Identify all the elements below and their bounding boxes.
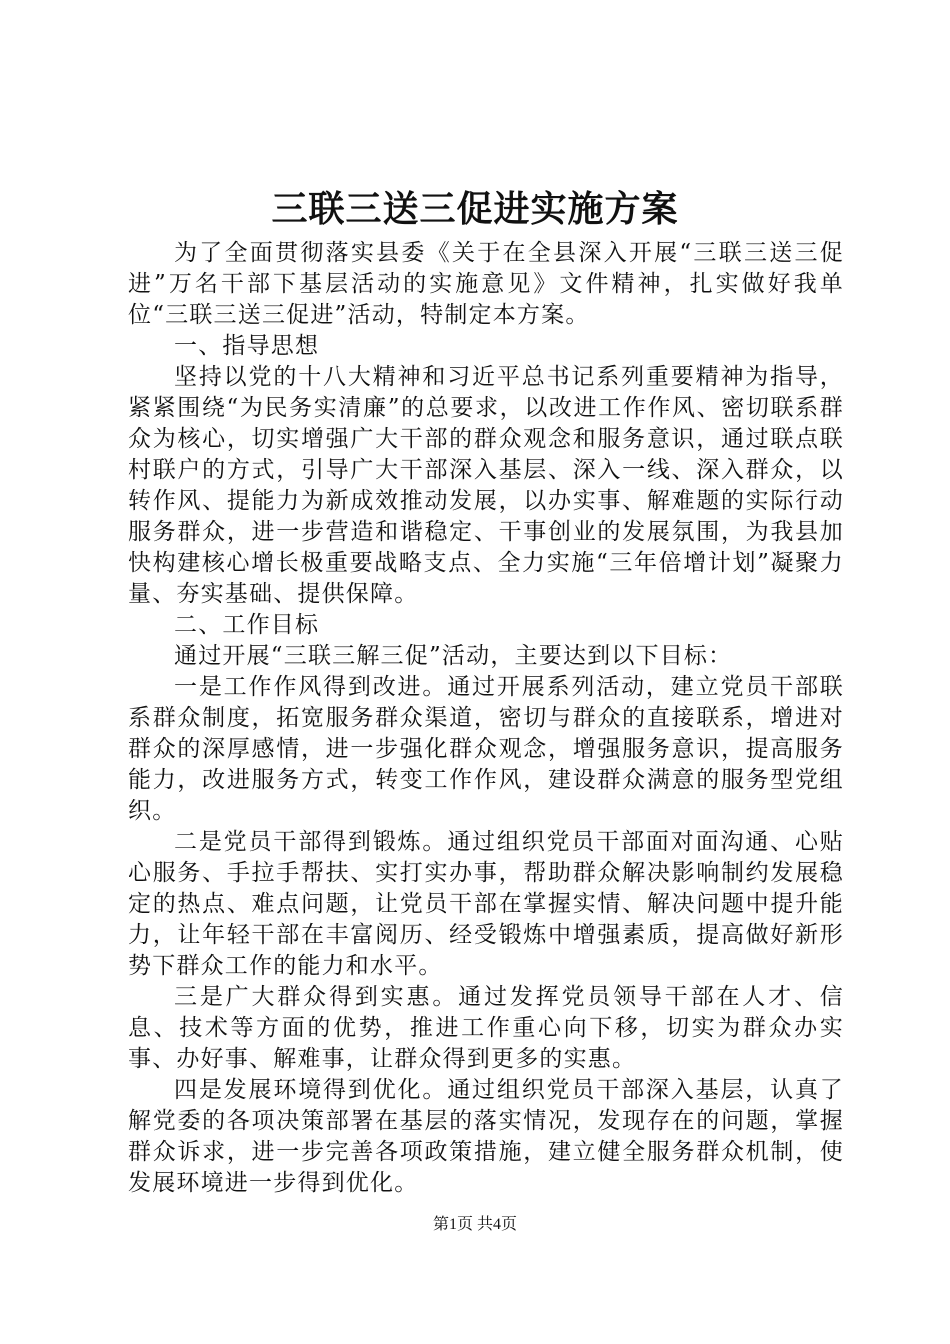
goal-one-paragraph: 一是工作作风得到改进。通过开展系列活动，建立党员干部联系群众制度，拓宽服务群众渠道，密切与群众的直接联系，增进对群众的深厚感情，进一步强化群众观念，增强服务意识，提高服务能力，改进服务方式，转变工作作风，建设群众满意的服务型党组织。 <box>128 674 844 824</box>
section-heading-work-goals: 二、工作目标 <box>174 612 320 638</box>
goal-three-paragraph: 三是广大群众得到实惠。通过发挥党员领导干部在人才、信息、技术等方面的优势，推进工作重心向下移，切实为群众办实事、办好事、解难事，让群众得到更多的实惠。 <box>128 984 844 1072</box>
page-footer <box>0 1214 950 1236</box>
document-body <box>128 238 844 1199</box>
page-number: 第1页 <box>432 1216 473 1233</box>
page-total: 共4页 <box>477 1216 518 1233</box>
section-heading-guiding-ideology: 一、指导思想 <box>174 333 320 359</box>
goal-four-paragraph: 四是发展环境得到优化。通过组织党员干部深入基层，认真了解党委的各项决策部署在基层的落实情况，发现存在的问题，掌握群众诉求，进一步完善各项政策措施，建立健全服务群众机制，使发展环境进一步得到优化。 <box>128 1077 844 1196</box>
intro-paragraph: 为了全面贯彻落实县委《关于在全县深入开展“三联三送三促进”万名干部下基层活动的实施意见》文件精神，扎实做好我单位“三联三送三促进”活动，特制定本方案。 <box>128 240 844 328</box>
document-title: 三联三送三促进实施方案 <box>271 188 679 230</box>
work-goals-intro-paragraph: 通过开展“三联三解三促”活动，主要达到以下目标： <box>174 643 733 669</box>
guiding-ideology-paragraph: 坚持以党的十八大精神和习近平总书记系列重要精神为指导，紧紧围绕“为民务实清廉”的总要求，以改进工作作风、密切联系群众为核心，切实增强广大干部的群众观念和服务意识，通过联点联村联户的方式，引导广大干部深入基层、深入一线、深入群众，以转作风、提能力为新成效推动发展，以办实事、解难题的实际行动服务群众，进一步营造和谐稳定、干事创业的发展氛围，为我县加快构建核心增长极重要战略支点、全力实施“三年倍增计划”凝聚力量、夯实基础、提供保障。 <box>128 364 844 607</box>
goal-two-paragraph: 二是党员干部得到锻炼。通过组织党员干部面对面沟通、心贴心服务、手拉手帮扶、实打实办事，帮助群众解决影响制约发展稳定的热点、难点问题，让党员干部在掌握实情、解决问题中提升能力，让年轻干部在丰富阅历、经受锻炼中增强素质，提高做好新形势下群众工作的能力和水平。 <box>128 829 844 979</box>
